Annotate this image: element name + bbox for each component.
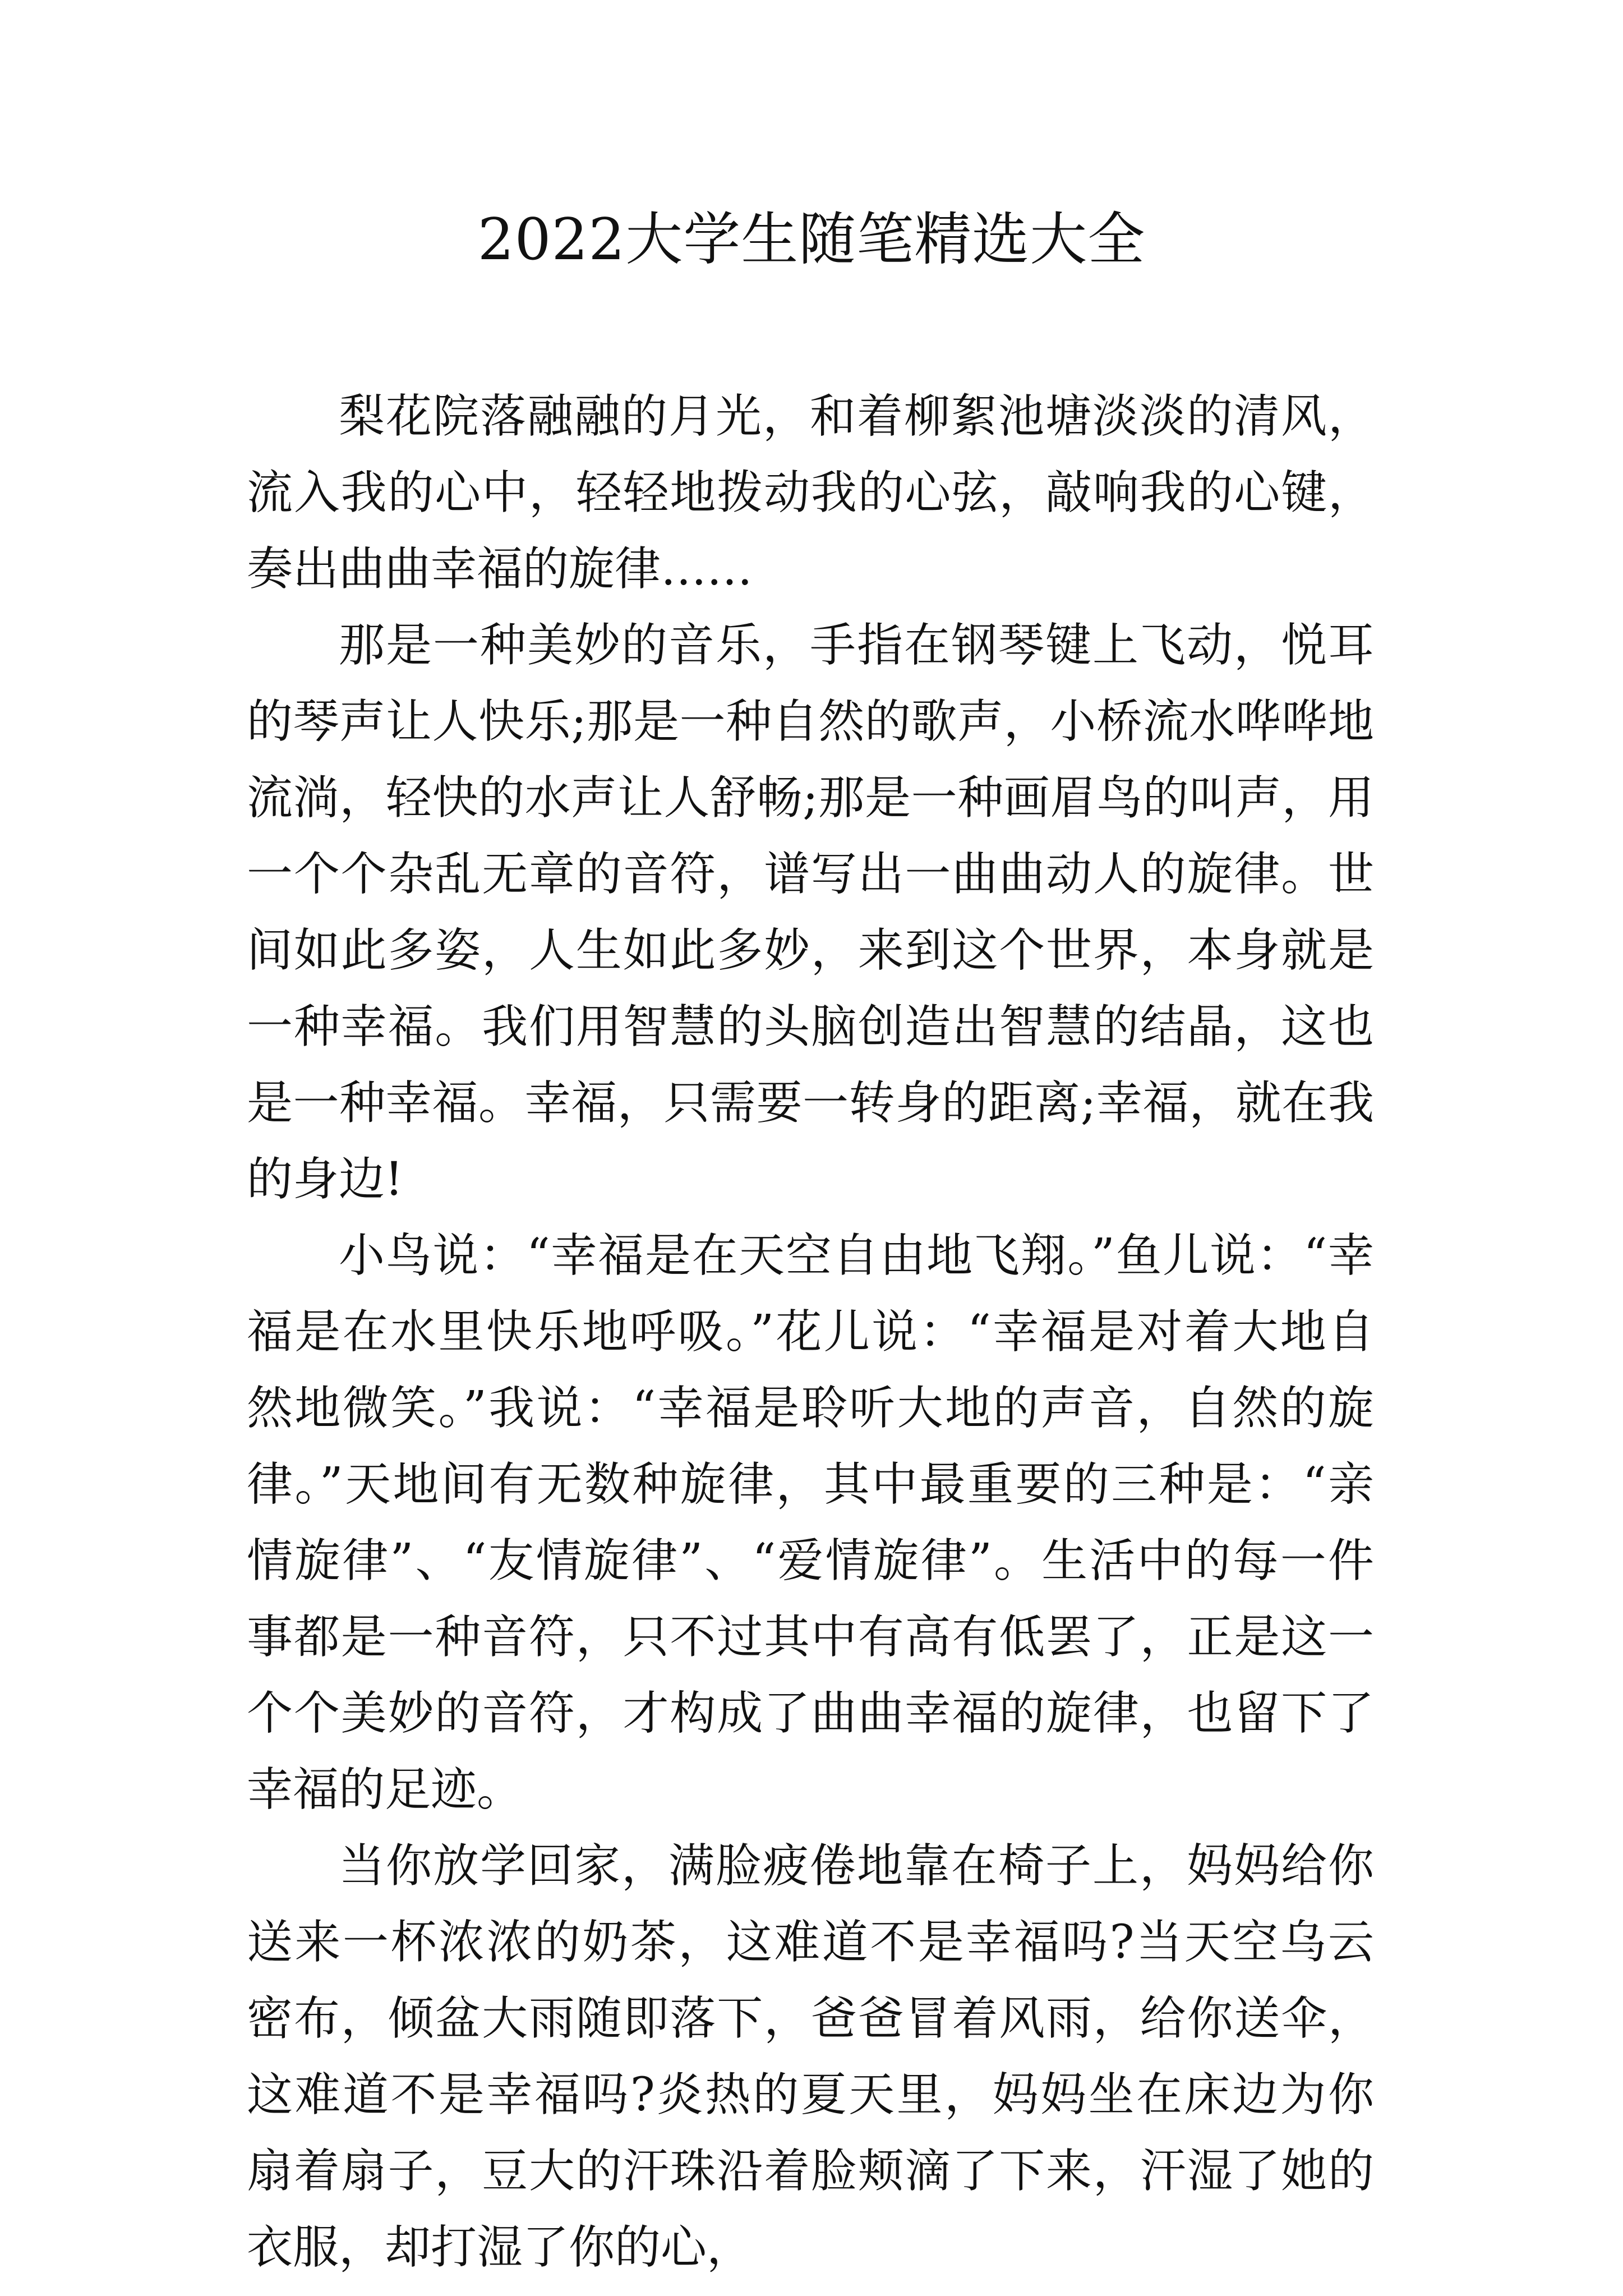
document-title: 2022大学生随笔精选大全 — [477, 206, 1146, 273]
paragraph-4: 当你放学回家，满脸疲倦地靠在椅子上，妈妈给你送来一杯浓浓的奶茶，这难道不是幸福吗?当天空乌云密布，倾盆大雨随即落下，爸爸冒着风雨，给你送伞，这难道不是幸福吗?炎热的夏天里，妈妈坐在床边为你扇着扇子，豆大的汗珠沿着脸颊滴了下来，汗湿了她的衣服，却打湿了你的心， — [247, 1839, 1374, 2274]
paragraph-2: 那是一种美妙的音乐，手指在钢琴键上飞动，悦耳的琴声让人快乐;那是一种自然的歌声，小桥流水哗哗地流淌，轻快的水声让人舒畅;那是一种画眉鸟的叫声，用一个个杂乱无章的音符，谱写出一曲曲动人的旋律。世间如此多姿，人生如此多妙，来到这个世界，本身就是一种幸福。我们用智慧的头脑创造出智慧的结晶，这也是一种幸福。幸福，只需要一转身的距离;幸福，就在我的身边! — [247, 619, 1374, 1206]
document-body — [247, 379, 1374, 2286]
paragraph-1: 梨花院落融融的月光，和着柳絮池塘淡淡的清风，流入我的心中，轻轻地拨动我的心弦，敲响我的心键，奏出曲曲幸福的旋律…… — [247, 390, 1374, 596]
paragraph-3: 小鸟说：“幸福是在天空自由地飞翔。”鱼儿说：“幸福是在水里快乐地呼吸。”花儿说：“幸福是对着大地自然地微笑。”我说：“幸福是聆听大地的声音，自然的旋律。”天地间有无数种旋律，其中最重要的三种是：“亲情旋律”、“友情旋律”、“爱情旋律”。生活中的每一件事都是一种音符，只不过其中有高有低罢了，正是这一个个美妙的音符，才构成了曲曲幸福的旋律，也留下了幸福的足迹。 — [247, 1229, 1374, 1816]
